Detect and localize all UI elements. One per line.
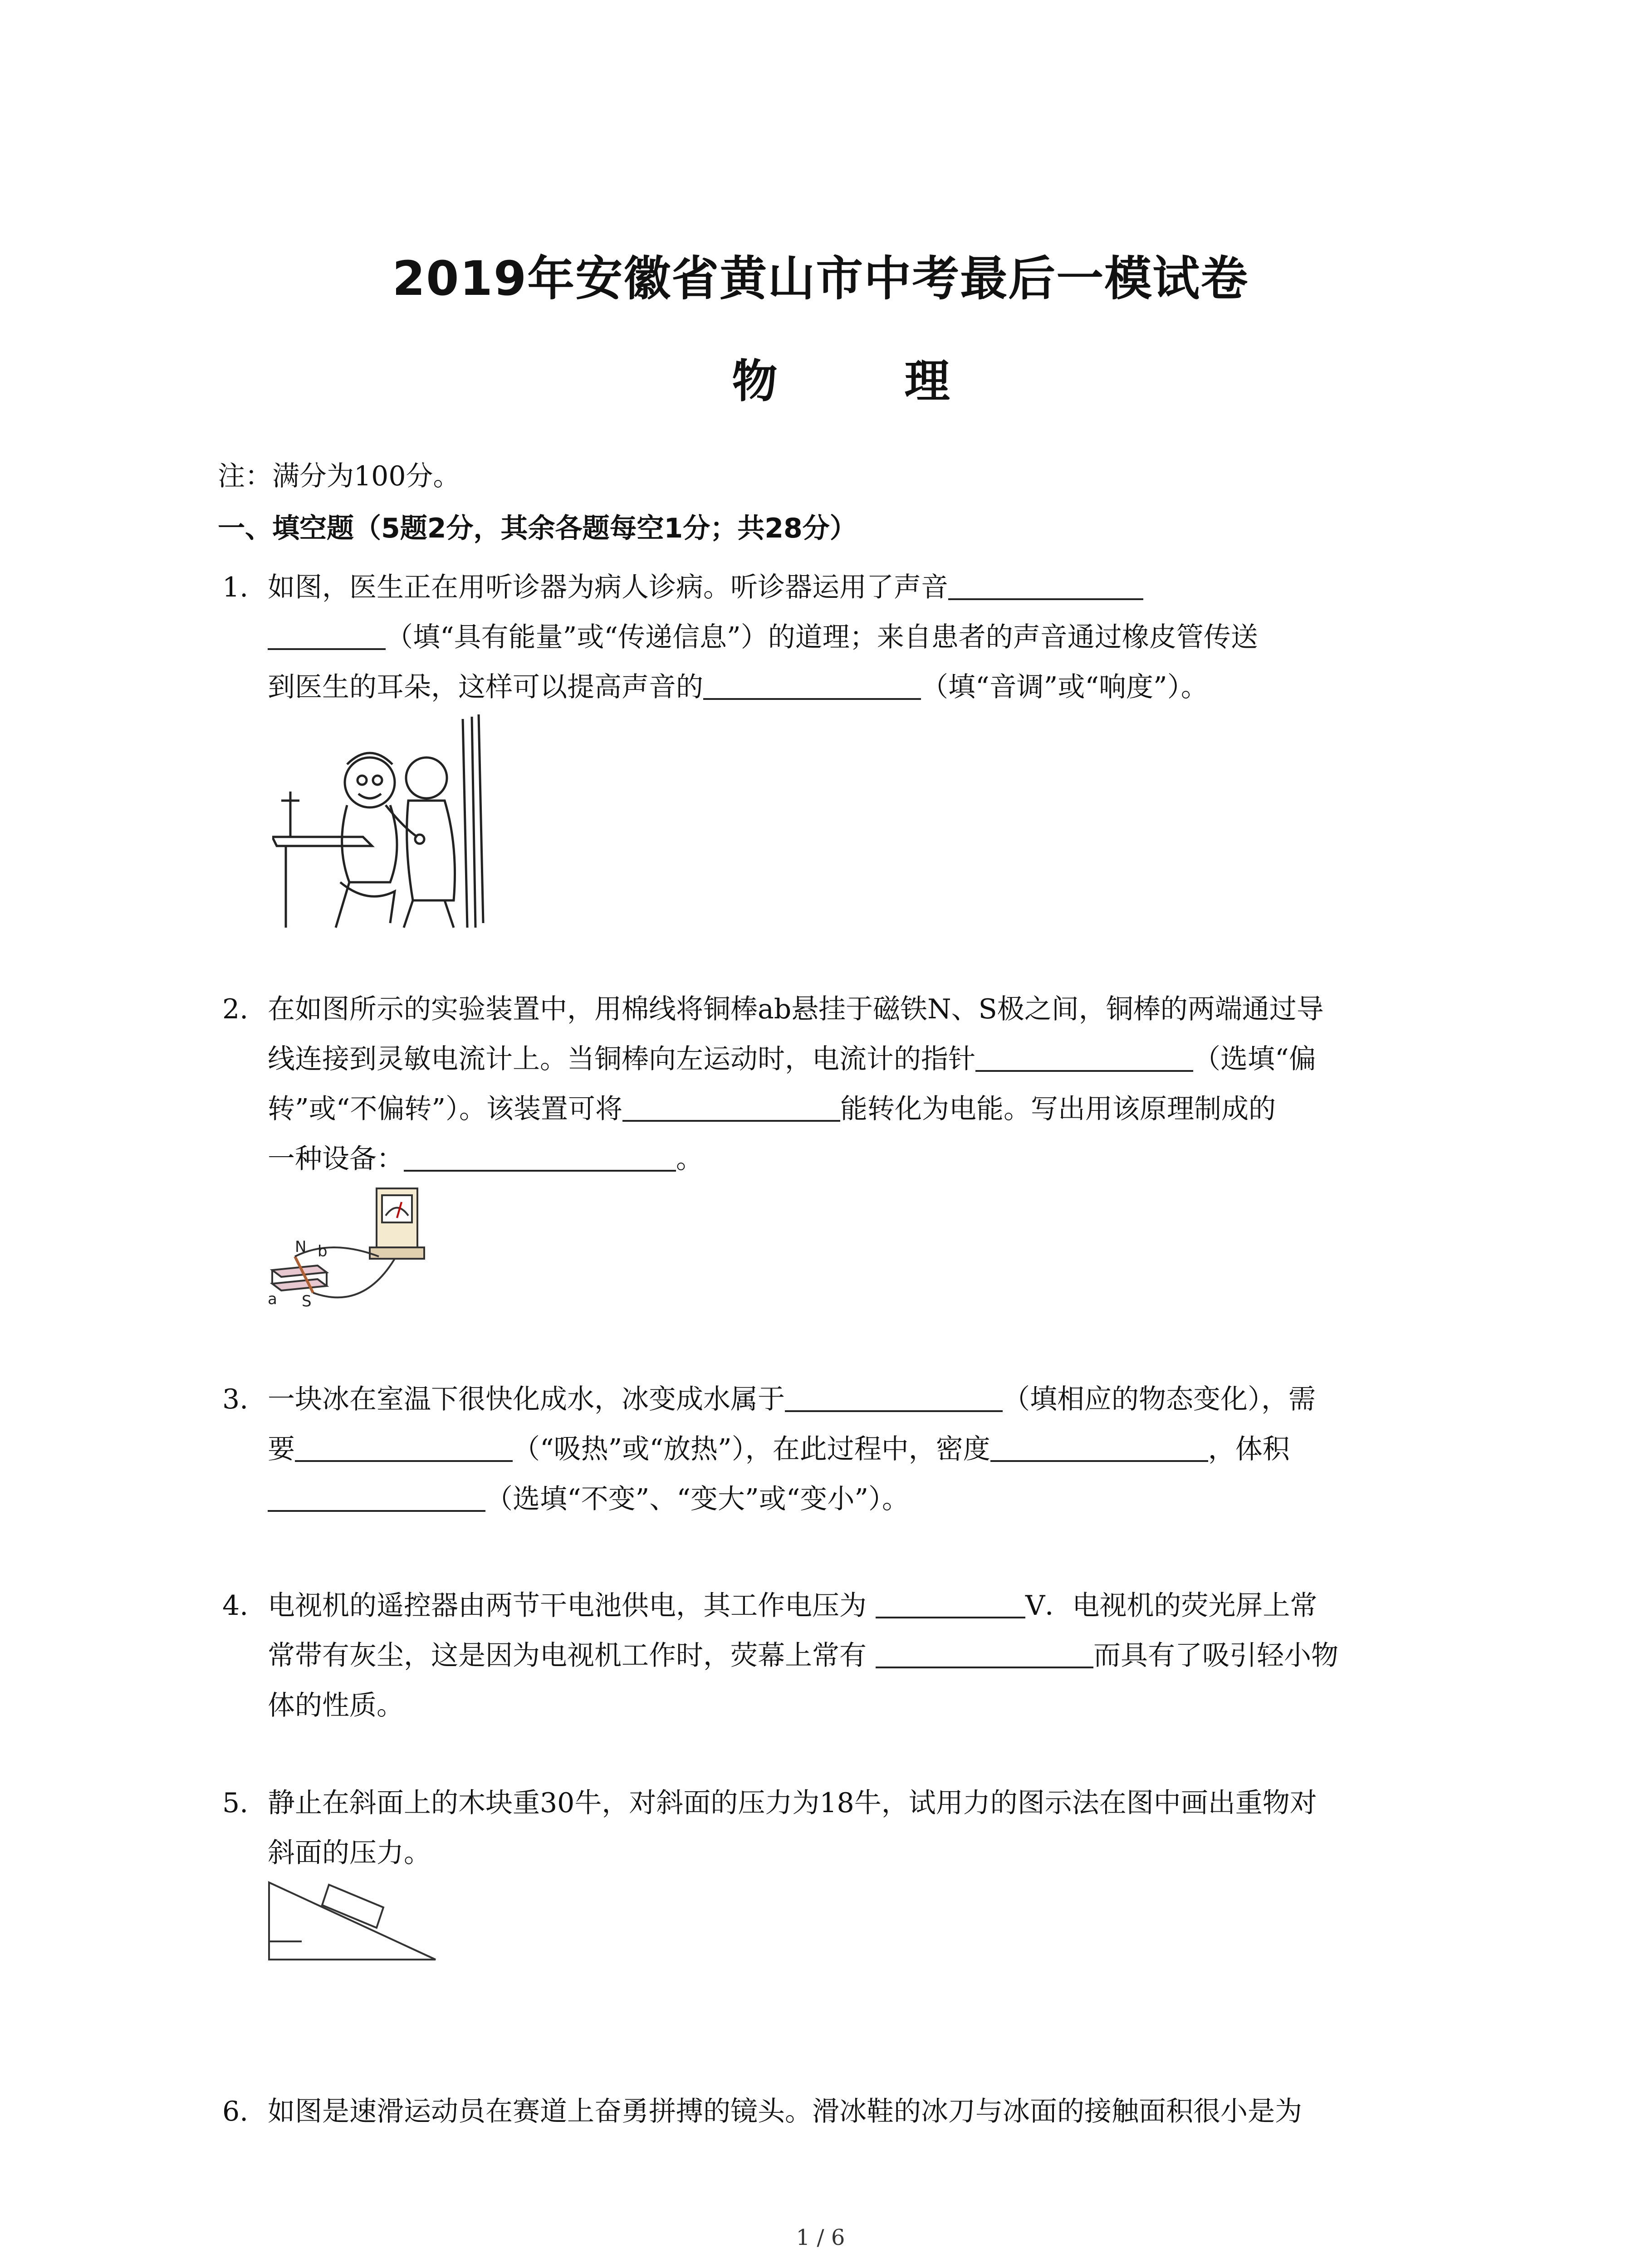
question-number: 4. xyxy=(222,1590,249,1622)
question-2-line-4: 一种设备： 。 xyxy=(268,1143,703,1175)
doctor-stethoscope-figure xyxy=(272,710,495,932)
subject-title: 物 理 xyxy=(732,355,991,408)
question-number: 1. xyxy=(222,572,249,603)
answer-blank xyxy=(268,1483,485,1512)
section-heading: 一、填空题（5题2分，其余各题每空1分；共28分） xyxy=(218,513,857,544)
question-3-line-1: 一块冰在室温下很快化成水，冰变成水属于 （填相应的物态变化），需 xyxy=(268,1383,1316,1415)
question-6-line-1: 如图是速滑运动员在赛道上奋勇拼搏的镜头。滑冰鞋的冰刀与冰面的接触面积很小是为 xyxy=(268,2096,1302,2127)
question-3-line-2: 要 （“吸热”或“放热”），在此过程中，密度 ，体积 xyxy=(268,1433,1290,1465)
question-2-line-3: 转”或“不偏转”）。该装置可将 能转化为电能。写出用该原理制成的 xyxy=(268,1093,1276,1125)
answer-blank xyxy=(268,621,386,650)
score-note: 注：满分为100分。 xyxy=(218,460,460,492)
question-3-line-3: （选填“不变”、“变大”或“变小”）。 xyxy=(268,1481,909,1517)
answer-blank xyxy=(622,1093,840,1122)
answer-blank xyxy=(990,1433,1208,1462)
question-2-line-1: 在如图所示的实验装置中，用棉线将铜棒ab悬挂于磁铁N、S极之间，铜棒的两端通过导 xyxy=(268,993,1324,1025)
rod-end-b-label: b xyxy=(318,1242,328,1261)
rod-end-a-label: a xyxy=(268,1290,277,1308)
question-number: 5. xyxy=(222,1787,249,1819)
question-1-line-1: 如图，医生正在用听诊器为病人诊病。听诊器运用了声音 xyxy=(268,569,1143,606)
answer-blank xyxy=(948,571,1143,600)
answer-blank xyxy=(876,1589,1025,1618)
question-1-line-3: 到医生的耳朵，这样可以提高声音的 （填“音调”或“响度”）。 xyxy=(268,671,1208,703)
answer-blank xyxy=(404,1143,676,1172)
question-number: 6. xyxy=(222,2096,249,2127)
question-number: 2. xyxy=(222,993,249,1025)
answer-blank xyxy=(876,1639,1093,1668)
magnet-south-label: S xyxy=(302,1292,312,1310)
question-5-line-1: 静止在斜面上的木块重30牛，对斜面的压力为18牛，试用力的图示法在图中画出重物对 xyxy=(268,1787,1317,1819)
electromagnetic-induction-figure xyxy=(263,1179,426,1315)
magnet-north-label: N xyxy=(295,1238,307,1256)
question-1-line-2: （填“具有能量”或“传递信息”）的道理；来自患者的声音通过橡皮管传送 xyxy=(268,619,1258,655)
page-number: 1 / 6 xyxy=(796,2225,845,2250)
question-4-line-3: 体的性质。 xyxy=(268,1690,404,1721)
answer-blank xyxy=(975,1043,1193,1072)
answer-blank xyxy=(703,671,921,700)
answer-blank xyxy=(295,1433,513,1462)
question-2-line-2: 线连接到灵敏电流计上。当铜棒向左运动时，电流计的指针 （选填“偏 xyxy=(268,1043,1316,1075)
incline-block-figure xyxy=(265,1873,442,1964)
question-4-line-1: 电视机的遥控器由两节干电池供电，其工作电压为 V．电视机的荧光屏上常 xyxy=(268,1590,1318,1622)
question-number: 3. xyxy=(222,1383,249,1415)
exam-title: 2019年安徽省黄山市中考最后一模试卷 xyxy=(392,251,1249,306)
question-5-line-2: 斜面的压力。 xyxy=(268,1837,431,1869)
question-4-line-2: 常带有灰尘，这是因为电视机工作时，荧幕上常有 而具有了吸引轻小物 xyxy=(268,1640,1338,1672)
answer-blank xyxy=(785,1383,1003,1412)
